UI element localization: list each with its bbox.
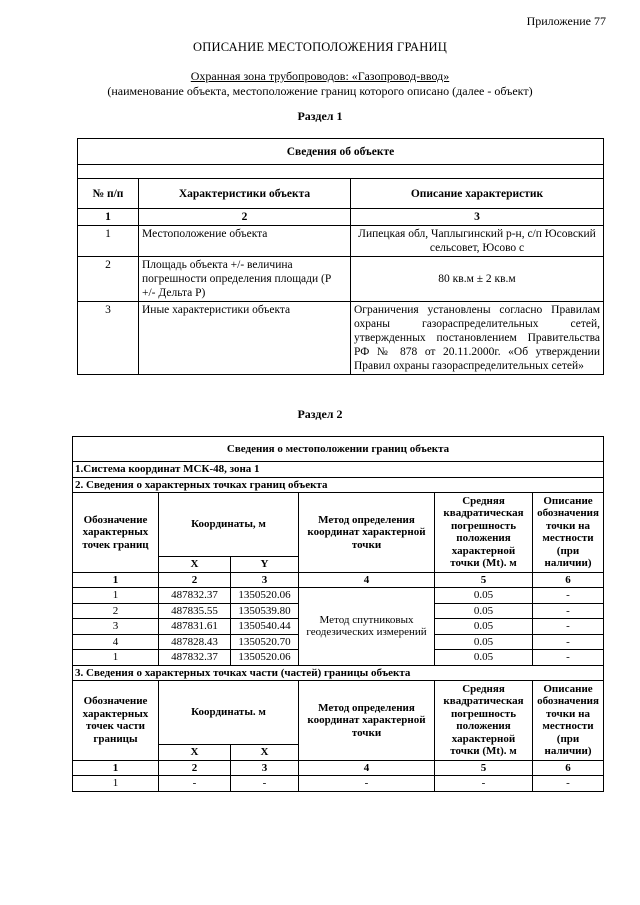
object-note: (наименование объекта, местоположение границ которого описано (далее - объект) (107, 84, 533, 98)
spacer-row (78, 165, 604, 179)
col-number-3: 3 (351, 209, 604, 226)
part-point-error: - (435, 776, 533, 792)
header-error: Средняя квадратическая погрешность положения характерной точки (Mt). м (435, 493, 533, 573)
header-designation: Обозначение характерных точек границ (73, 493, 159, 573)
object-info-title: Сведения об объекте (78, 139, 604, 165)
section1-heading: Раздел 1 (297, 109, 343, 123)
header-designation: Обозначение характерных точек части границы (73, 681, 159, 761)
header-x: X (159, 745, 231, 761)
point-x: 487831.61 (159, 619, 231, 635)
col-number: 5 (435, 760, 533, 776)
point-x: 487828.43 (159, 634, 231, 650)
header-y: Y (231, 557, 299, 573)
point-x: 487835.55 (159, 603, 231, 619)
point-error: 0.05 (435, 650, 533, 666)
part-point-y: - (231, 776, 299, 792)
header-coordinates: Координаты. м (159, 681, 299, 745)
point-y: 1350520.06 (231, 650, 299, 666)
point-description: - (533, 588, 604, 604)
point-x: 487832.37 (159, 588, 231, 604)
point-description: - (533, 603, 604, 619)
row-characteristic: Местоположение объекта (139, 226, 351, 257)
point-number: 1 (73, 650, 159, 666)
header-method: Метод определения координат характерной точки (299, 681, 435, 761)
col-number-1: 1 (78, 209, 139, 226)
point-y: 1350520.06 (231, 588, 299, 604)
header-x: X (159, 557, 231, 573)
col-number: 3 (231, 572, 299, 588)
header-coordinates: Координаты, м (159, 493, 299, 557)
row-value: Липецкая обл, Чаплыгинский р-н, с/п Юсовский сельсовет, Юсово с (351, 226, 604, 257)
boundary-table-title: Сведения о местоположении границ объекта (73, 437, 604, 462)
point-error: 0.05 (435, 588, 533, 604)
col-number: 4 (299, 572, 435, 588)
part3-title: 3. Сведения о характерных точках части (частей) границы объекта (73, 665, 604, 681)
object-name: Охранная зона трубопроводов: «Газопровод-ввод» (190, 69, 450, 83)
col-number: 5 (435, 572, 533, 588)
appendix-label: Приложение 77 (526, 14, 606, 28)
point-description: - (533, 650, 604, 666)
row-number: 2 (78, 257, 139, 302)
boundary-table (72, 436, 604, 792)
coord-system: 1.Система координат МСК-48, зона 1 (73, 462, 604, 478)
row-value: Ограничения установлены согласно Правилам охраны газораспределительных сетей, утвержденных постановлением Правительства РФ № 878 от 20.11.2000г. «Об утверждении Правил охраны газораспределительных сетей» (351, 302, 604, 375)
point-y: 1350540.44 (231, 619, 299, 635)
part-point-method: - (299, 776, 435, 792)
point-error: 0.05 (435, 603, 533, 619)
row-characteristic: Иные характеристики объекта (139, 302, 351, 375)
header-description: Описание обозначения точки на местности (при наличии) (533, 493, 604, 573)
point-method: Метод спутниковых геодезических измерений (299, 588, 435, 666)
point-x: 487832.37 (159, 650, 231, 666)
part-point-number: 1 (73, 776, 159, 792)
col-number: 4 (299, 760, 435, 776)
row-value: 80 кв.м ± 2 кв.м (351, 257, 604, 302)
point-number: 1 (73, 588, 159, 604)
point-y: 1350520.70 (231, 634, 299, 650)
part-point-description: - (533, 776, 604, 792)
col-number-2: 2 (139, 209, 351, 226)
col-number: 1 (73, 760, 159, 776)
row-characteristic: Площадь объекта +/- величина погрешности определения площади (P +/- Дельта P) (139, 257, 351, 302)
part2-title: 2. Сведения о характерных точках границ объекта (73, 477, 604, 493)
col-number: 2 (159, 760, 231, 776)
col-header-characteristic: Характеристики объекта (139, 179, 351, 209)
col-number: 2 (159, 572, 231, 588)
row-number: 3 (78, 302, 139, 375)
row-number: 1 (78, 226, 139, 257)
header-error: Средняя квадратическая погрешность положения характерной точки (Mt). м (435, 681, 533, 761)
part-point-x: - (159, 776, 231, 792)
header-y: X (231, 745, 299, 761)
col-header-description: Описание характеристик (351, 179, 604, 209)
col-number: 3 (231, 760, 299, 776)
point-error: 0.05 (435, 619, 533, 635)
point-number: 2 (73, 603, 159, 619)
col-number: 6 (533, 760, 604, 776)
col-number: 6 (533, 572, 604, 588)
header-description: Описание обозначения точки на местности (при наличии) (533, 681, 604, 761)
col-header-number: № п/п (78, 179, 139, 209)
point-number: 4 (73, 634, 159, 650)
point-error: 0.05 (435, 634, 533, 650)
col-number: 1 (73, 572, 159, 588)
point-description: - (533, 634, 604, 650)
point-description: - (533, 619, 604, 635)
header-method: Метод определения координат характерной точки (299, 493, 435, 573)
section2-heading: Раздел 2 (297, 407, 343, 421)
document-title: ОПИСАНИЕ МЕСТОПОЛОЖЕНИЯ ГРАНИЦ (193, 40, 447, 54)
point-y: 1350539.80 (231, 603, 299, 619)
object-info-table (77, 138, 604, 375)
point-number: 3 (73, 619, 159, 635)
